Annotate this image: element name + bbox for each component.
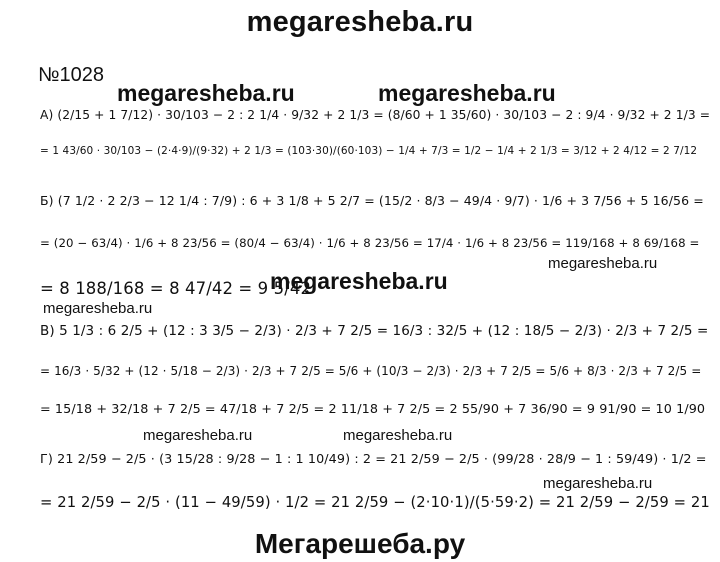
solution-line-v1: В) 5 1/3 : 6 2/5 + (12 : 3 3/5 − 2/3) · 2/3 + 7 2/5 = 16/3 : 32/5 + (12 : 18/5 − 2/3) · 2/3 + 7 2/5 = (40, 323, 709, 339)
watermark: megaresheba.ru (543, 475, 653, 492)
solution-line-b3: = 8 188/168 = 8 47/42 = 9 5/42 (40, 279, 312, 298)
watermark: megaresheba.ru (548, 255, 658, 272)
solution-line-v3: = 15/18 + 32/18 + 7 2/5 = 47/18 + 7 2/5 = 2 11/18 + 7 2/5 = 2 55/90 + 7 36/90 = 9 91/90 = 10 1/90 (40, 402, 706, 417)
solution-line-g2: = 21 2/59 − 2/5 · (11 − 49/59) · 1/2 = 21 2/59 − (2·10·1)/(5·59·2) = 21 2/59 − 2/59 = 21 (40, 494, 710, 511)
solution-line-v2: = 16/3 · 5/32 + (12 · 5/18 − 2/3) · 2/3 + 7 2/5 = 5/6 + (10/3 − 2/3) · 2/3 + 7 2/5 = 5/6 + 8/3 · 2/3 + 7 2/5 = (40, 364, 702, 378)
watermark: megaresheba.ru (378, 80, 556, 106)
watermark: megaresheba.ru (343, 427, 453, 444)
watermark: megaresheba.ru (117, 80, 295, 106)
site-title: megaresheba.ru (246, 6, 474, 38)
watermark: megaresheba.ru (43, 300, 153, 317)
solution-line-g1: Г) 21 2/59 − 2/5 · (3 15/28 : 9/28 − 1 : 1 10/49) : 2 = 21 2/59 − 2/5 · (99/28 · 28/9 − 1 : 59/49) · 1/2 = (40, 452, 707, 467)
solution-line-a1: А) (2/15 + 1 7/12) · 30/103 − 2 : 2 1/4 · 9/32 + 2 1/3 = (8/60 + 1 35/60) · 30/103 − 2 : 9/4 · 9/32 + 2 1/3 = (40, 108, 711, 122)
problem-number: №1028 (38, 64, 104, 86)
solution-line-a2: = 1 43/60 · 30/103 − (2·4·9)/(9·32) + 2 1/3 = (103·30)/(60·103) − 1/4 + 7/3 = 1/2 − 1/4 + 2 1/3 = 3/12 + 2 4/12 = 2 7/12 (40, 145, 698, 157)
solution-line-b2: = (20 − 63/4) · 1/6 + 8 23/56 = (80/4 − 63/4) · 1/6 + 8 23/56 = 17/4 · 1/6 + 8 23/56 = 119/168 + 8 69/168 = (40, 236, 700, 250)
site-footer: Мегарешеба.ру (254, 528, 466, 559)
watermark: megaresheba.ru (143, 427, 253, 444)
watermark: megaresheba.ru (270, 268, 448, 294)
solution-line-b1: Б) (7 1/2 · 2 2/3 − 12 1/4 : 7/9) : 6 + 3 1/8 + 5 2/7 = (15/2 · 8/3 − 49/4 · 9/7) · 1/6 + 3 7/56 + 5 16/56 = (40, 193, 704, 208)
